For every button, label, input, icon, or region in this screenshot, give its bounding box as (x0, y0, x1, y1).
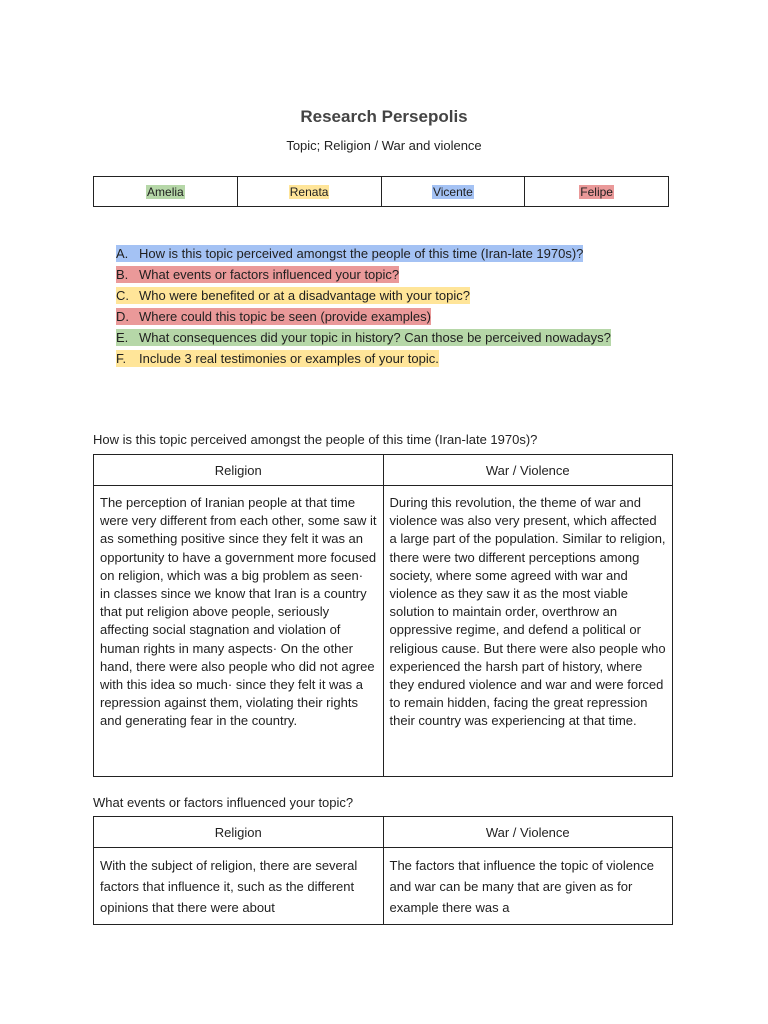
team-members-table (93, 176, 669, 207)
factors-table (93, 816, 673, 925)
section-heading-factors: What events or factors influenced your topic? (93, 795, 354, 810)
team-member-name: Felipe (580, 184, 613, 199)
list-item (116, 327, 611, 348)
list-item (116, 348, 611, 369)
question-text: What consequences did your topic in history? Can those be perceived nowadays? (139, 330, 611, 345)
question-text: What events or factors influenced your topic? (139, 267, 400, 282)
column-header-religion: Religion (94, 817, 384, 848)
question-highlight (116, 308, 431, 325)
team-member-name: Amelia (147, 184, 184, 199)
page-title: Research Persepolis (300, 107, 468, 126)
page-subtitle: Topic; Religion / War and violence (286, 138, 482, 153)
team-member-cell (94, 177, 238, 207)
team-member-name: Renata (289, 184, 329, 199)
question-text: Who were benefited or at a disadvantage with your topic? (139, 288, 470, 303)
question-highlight (116, 287, 470, 304)
list-item (116, 285, 611, 306)
religion-cell: With the subject of religion, there are several factors that influence it, such as the different opinions that there were about (94, 848, 384, 925)
question-highlight (116, 266, 399, 283)
question-text: Include 3 real testimonies or examples of your topic. (139, 351, 439, 366)
team-member-name: Vicente (432, 184, 473, 199)
section-heading-perception: How is this topic perceived amongst the people of this time (Iran-late 1970s)? (93, 432, 538, 447)
perception-table (93, 454, 673, 777)
question-text: How is this topic perceived amongst the people of this time (Iran-late 1970s)? (139, 246, 584, 261)
column-header-war-violence: War / Violence (383, 455, 673, 486)
question-text: Where could this topic be seen (provide examples) (139, 309, 431, 324)
religion-cell: The perception of Iranian people at that time were very different from each other, some saw it as something positive since they felt it was an opportunity to have a government more focused on religion, which was a big problem as seen· in classes since we know that Iran is a country that put religion above people, seriously affecting social stagnation and violation of human rights in many aspects· On the other hand, there were also people who did not agree with this idea so much· since they felt it was a repression against them, violating their rights and generating fear in the country. (94, 486, 384, 777)
column-header-religion: Religion (94, 455, 384, 486)
list-item (116, 306, 611, 327)
column-header-war-violence: War / Violence (383, 817, 673, 848)
team-member-cell (237, 177, 381, 207)
list-item (116, 243, 611, 264)
war-violence-cell: The factors that influence the topic of violence and war can be many that are given as for example there was a (383, 848, 673, 925)
war-violence-cell: During this revolution, the theme of war and violence was also very present, which affected a large part of the population. Similar to religion, there were two different perceptions among society, where some agreed with war and violence as they saw it as the most viable solution to maintain order, overthrow an oppressive regime, and defend a political or religious cause. But there were also people who experienced the harsh part of history, where they endured violence and war and were forced to remain hidden, facing the great repression their country was experiencing at that time. (383, 486, 673, 777)
team-member-cell (381, 177, 525, 207)
research-questions-list (116, 243, 611, 369)
question-letter: B. (116, 267, 129, 282)
question-letter: C. (116, 288, 129, 303)
question-letter: F. (116, 351, 127, 366)
question-highlight (116, 350, 439, 367)
question-highlight (116, 329, 611, 346)
list-item (116, 264, 611, 285)
question-letter: D. (116, 309, 129, 324)
question-letter: A. (116, 246, 129, 261)
question-letter: E. (116, 330, 129, 345)
question-highlight (116, 245, 583, 262)
team-member-cell (525, 177, 669, 207)
